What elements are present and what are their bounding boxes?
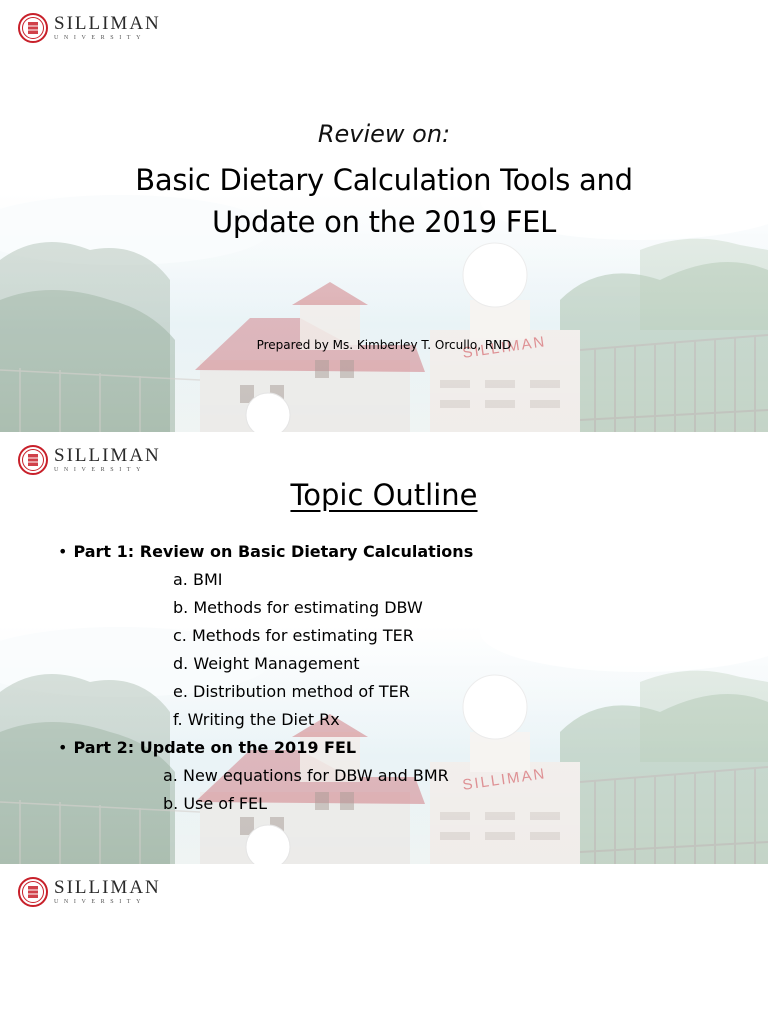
prepared-by: Prepared by Ms. Kimberley T. Orcullo, RND	[256, 338, 512, 352]
slide-title-line2: Update on the 2019 FEL	[212, 205, 556, 239]
logo-subtitle: UNIVERSITY	[54, 35, 146, 41]
outline-sub-item: b. Use of FEL	[163, 794, 268, 813]
outline-sub-item: c. Methods for estimating TER	[173, 626, 414, 645]
outline-part-1	[58, 542, 473, 561]
logo-name: SILLIMAN	[54, 877, 161, 898]
slide-partial	[0, 864, 768, 1024]
logo-name: SILLIMAN	[54, 13, 161, 34]
university-seal-icon	[18, 877, 48, 907]
outline-sub-item: a. BMI	[173, 570, 223, 589]
logo-subtitle: UNIVERSITY	[54, 899, 146, 905]
slide-topic-outline	[0, 432, 768, 864]
slide-kicker: Review on:	[317, 120, 451, 148]
outline-sub-item: a. New equations for DBW and BMR	[163, 766, 449, 785]
bullet-icon: •	[58, 542, 68, 561]
university-seal-icon	[18, 445, 48, 475]
outline-sub-item: b. Methods for estimating DBW	[173, 598, 423, 617]
outline-sub-item: d. Weight Management	[173, 654, 360, 673]
outline-title: Topic Outline	[290, 478, 478, 512]
logo-name: SILLIMAN	[54, 445, 161, 466]
outline-part-label: Part 1: Review on Basic Dietary Calculations	[73, 542, 474, 561]
logo-subtitle: UNIVERSITY	[54, 467, 146, 473]
slide-title-line1: Basic Dietary Calculation Tools and	[135, 163, 633, 197]
pillar-sign-text: SILLIMAN	[461, 765, 548, 794]
slide-title	[0, 0, 768, 432]
outline-part-2	[58, 738, 356, 757]
bullet-icon: •	[58, 738, 68, 757]
outline-sub-item: e. Distribution method of TER	[173, 682, 410, 701]
outline-sub-item: f. Writing the Diet Rx	[173, 710, 340, 729]
pillar-sign-text: SILLIMAN	[461, 333, 548, 362]
university-logo	[18, 12, 161, 44]
university-logo	[18, 444, 161, 476]
outline-part-label: Part 2: Update on the 2019 FEL	[73, 738, 357, 757]
university-seal-icon	[18, 13, 48, 43]
university-logo	[18, 876, 161, 908]
